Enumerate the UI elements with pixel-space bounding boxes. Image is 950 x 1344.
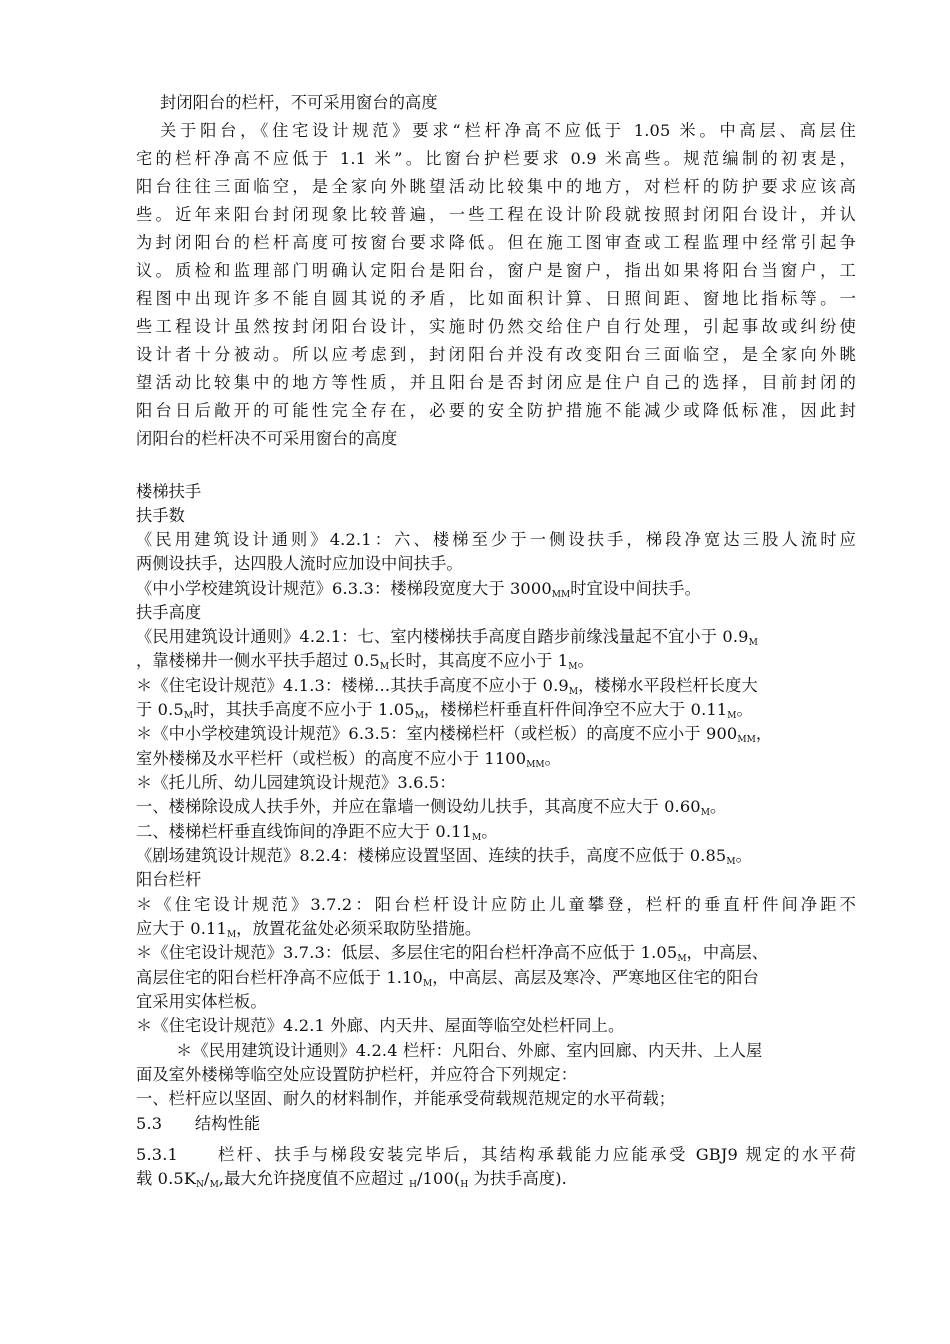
paragraph-line: 两侧设扶手，达四股人流时应加设中间扶手。 bbox=[136, 554, 463, 573]
paragraph-line: 《民用建筑设计通则》4.2.1：六、楼梯至少于一侧设扶手，梯段净宽达三股人流时应 bbox=[136, 530, 856, 549]
section-title-balcony-railing: 阳台栏杆 bbox=[136, 870, 202, 889]
paragraph-line: 阳台日后敞开的可能性完全存在，必要的安全防护措施不能减少或降低标准，因此封 bbox=[136, 401, 856, 420]
paragraph-line: ＊《住宅设计规范》3.7.3：低层、多层住宅的阳台栏杆净高不应低于 $1.05_M$，中高层、 bbox=[136, 943, 769, 964]
paragraph-line: 高层住宅的阳台栏杆净高不应低于 $1.10_M$，中高层、高层及寒冷、严寒地区住宅的阳台 bbox=[136, 968, 759, 989]
subheading-handrail-count: 扶手数 bbox=[136, 506, 186, 525]
paragraph-line: 一、栏杆应以坚固、耐久的材料制作，并能承受荷载规范规定的水平荷载； bbox=[136, 1089, 676, 1108]
paragraph-line: 宅的栏杆净高不应低于 1.1 米”。比窗台护栏要求 0.9 米高些。规范编制的初衷是， bbox=[136, 149, 856, 168]
paragraph-line: 望活动比较集中的地方等性质，并且阳台是否封闭应是住户自己的选择，目前封闭的 bbox=[136, 373, 856, 392]
paragraph-line: 面及室外楼梯等临空处应设置防护栏杆，并应符合下列规定： bbox=[136, 1065, 578, 1084]
paragraph-line: 于 $0.5_M$时，其扶手高度不应小于 $1.05_M$，楼梯栏杆垂直杆件间净空不应大于 $0.11_M$。 bbox=[136, 700, 753, 721]
paragraph-line: ＊《住宅设计规范》4.2.1 外廊、内天井、屋面等临空处栏杆同上。 bbox=[136, 1016, 625, 1035]
paragraph-line: 一、楼梯除设成人扶手外，并应在靠墙一侧设幼儿扶手，其高度不应大于 $0.60_M$。 bbox=[136, 797, 727, 818]
paragraph-line: 应大于 $0.11_M$，放置花盆处必须采取防坠措施。 bbox=[136, 919, 482, 940]
paragraph-line: ＊《民用建筑设计通则》4.2.4 栏杆：凡阳台、外廊、室内回廊、内天井、上人屋 bbox=[176, 1041, 763, 1060]
paragraph-line: 阳台往往三面临空，是全家向外眺望活动比较集中的地方，对栏杆的防护要求应该高 bbox=[136, 177, 856, 196]
paragraph-line: 程图中出现许多不能自圆其说的矛盾，比如面积计算、日照间距、窗地比指标等。一 bbox=[136, 289, 856, 308]
subheading-handrail-height: 扶手高度 bbox=[136, 603, 202, 622]
paragraph-line: 为封闭阳台的栏杆高度可按窗台要求降低。但在施工图审查或工程监理中经常引起争 bbox=[136, 233, 856, 252]
paragraph-line: ，靠楼梯井一侧水平扶手超过 $0.5_M$长时，其高度不应小于 $1_M$。 bbox=[136, 651, 594, 672]
paragraph-line: 议。质检和监理部门明确认定阳台是阳台，窗户是窗户，指出如果将阳台当窗户，工 bbox=[136, 261, 856, 280]
paragraph-line: 室外楼梯及水平栏杆（或栏板）的高度不应小于 $1100_{MM}$。 bbox=[136, 749, 561, 770]
paragraph-line: ＊《住宅设计规范》3.7.2：阳台栏杆设计应防止儿童攀登，栏杆的垂直杆件间净距不 bbox=[136, 895, 856, 914]
section-title-stair-handrail: 楼梯扶手 bbox=[136, 482, 202, 501]
paragraph-line: 关于阳台，《住宅设计规范》要求“栏杆净高不应低于 1.05 米。中高层、高层住 bbox=[160, 121, 856, 140]
paragraph-line: 《中小学校建筑设计规范》6.3.3：楼梯段宽度大于 $3000_{MM}$时宜设中间扶手。 bbox=[136, 579, 701, 600]
paragraph-line: 5.3.1 栏杆、扶手与梯段安装完毕后，其结构承载能力应能承受 GBJ9 规定的水平荷 bbox=[136, 1145, 856, 1164]
paragraph-line: 载 $0.5K_N/_M$,最大允许挠度值不应超过 $_H/100(_H$ 为扶手高度). bbox=[136, 1169, 567, 1190]
subheading-structural-performance: 5.3 结构性能 bbox=[136, 1114, 261, 1133]
paragraph-line: 《剧场建筑设计规范》8.2.4：楼梯应设置坚固、连续的扶手，高度不应低于 $0.85_M$。 bbox=[136, 846, 752, 867]
section-title-balcony-enclosed: 封闭阳台的栏杆，不可采用窗台的高度 bbox=[160, 93, 438, 112]
paragraph-line: 《民用建筑设计通则》4.2.1：七、室内楼梯扶手高度自踏步前缘浅量起不宜小于 $0.9_M$ bbox=[136, 627, 758, 648]
paragraph-line: 些。近年来阳台封闭现象比较普遍，一些工程在设计阶段就按照封闭阳台设计，并认 bbox=[136, 205, 856, 224]
paragraph-line: 宜采用实体栏板。 bbox=[136, 992, 267, 1011]
paragraph-line: 设计者十分被动。所以应考虑到，封闭阳台并没有改变阳台三面临空，是全家向外眺 bbox=[136, 345, 856, 364]
paragraph-line: ＊《托儿所、幼儿园建筑设计规范》3.6.5： bbox=[136, 773, 456, 792]
paragraph-line: 些工程设计虽然按封闭阳台设计，实施时仍然交给住户自行处理，引起事故或纠纷使 bbox=[136, 317, 856, 336]
paragraph-line: ＊《中小学校建筑设计规范》6.3.5：室内楼梯栏杆（或栏板）的高度不应小于 $900_{MM}$， bbox=[136, 724, 773, 745]
paragraph-line: ＊《住宅设计规范》4.1.3：楼梯…其扶手高度不应小于 $0.9_M$，楼梯水平段栏杆长度大 bbox=[136, 676, 758, 697]
paragraph-line: 闭阳台的栏杆决不可采用窗台的高度 bbox=[136, 429, 398, 448]
paragraph-line: 二、楼梯栏杆垂直线饰间的净距不应大于 $0.11_M$。 bbox=[136, 822, 498, 843]
